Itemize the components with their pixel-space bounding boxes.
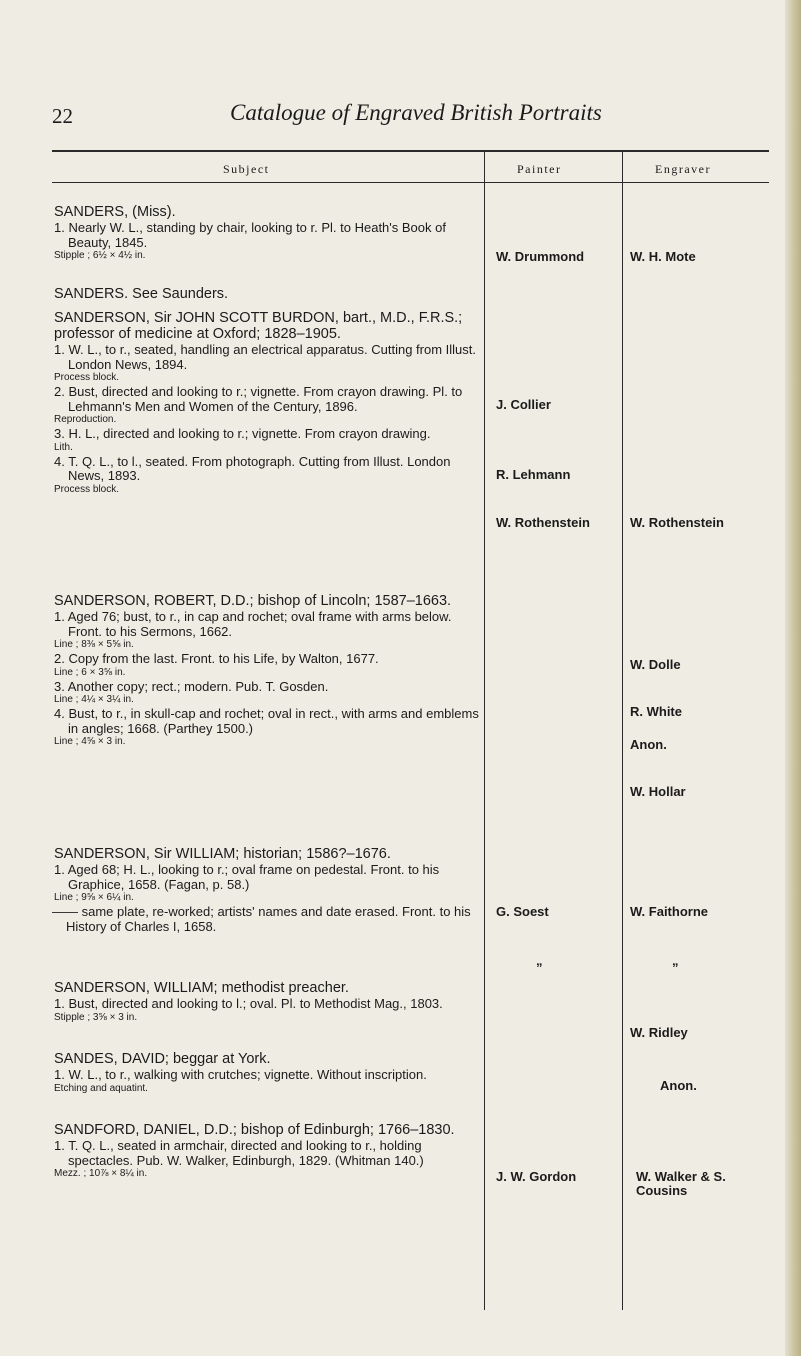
item-technique: Reproduction. bbox=[54, 414, 117, 425]
item-text: 1. W. L., to r., seated, handling an electrical apparatus. Cutting from Illust. London News, 1894. bbox=[54, 342, 476, 372]
item-technique: Line ; 6 × 3⅝ in. bbox=[54, 666, 126, 678]
entry-sanderson-william-methodist bbox=[54, 980, 484, 1024]
item-technique: Lith. bbox=[54, 441, 73, 453]
painter-ditto: „ bbox=[536, 953, 543, 968]
entry-sanderson-william-historian bbox=[54, 846, 484, 934]
page-edge-shadow bbox=[785, 0, 801, 1356]
item-technique: Process block. bbox=[54, 483, 120, 495]
header-top-rule bbox=[52, 150, 769, 152]
item-text: 1. Aged 68; H. L., looking to r.; oval frame on pedestal. Front. to his Graphice, 1658. (Fagan, p. 58.) bbox=[54, 862, 440, 892]
engraver-cell: W. H. Mote bbox=[630, 249, 696, 264]
item-text: 1. W. L., to r., walking with crutches; vignette. Without inscription. bbox=[54, 1067, 427, 1082]
item-technique: Line ; 8⅜ × 5⅝ in. bbox=[54, 639, 134, 650]
painter-cell: J. Collier bbox=[496, 397, 551, 412]
entry-heading: SANDERSON, Sir WILLIAM; historian; 1586?–1676. bbox=[54, 846, 391, 862]
engraver-cell: W. Faithorne bbox=[630, 904, 708, 919]
entry-sanders-miss bbox=[54, 204, 484, 262]
engraver-ditto: „ bbox=[672, 953, 679, 968]
entry-heading: SANDFORD, DANIEL, D.D.; bishop of Edinburgh; 1766–1830. bbox=[54, 1122, 455, 1138]
entry-heading: SANDERS. See Saunders. bbox=[54, 286, 229, 302]
item-text: 3. H. L., directed and looking to r.; vignette. From crayon drawing. bbox=[54, 426, 431, 441]
painter-cell: G. Soest bbox=[496, 904, 549, 919]
entry-sandes-david bbox=[54, 1051, 484, 1095]
item-technique: Process block. bbox=[54, 372, 120, 383]
engraver-cell: W. Rothenstein bbox=[630, 515, 724, 530]
painter-cell: W. Rothenstein bbox=[496, 515, 590, 530]
entry-heading: SANDERSON, ROBERT, D.D.; bishop of Lincoln; 1587–1663. bbox=[54, 593, 452, 609]
item-text: 4. Bust, to r., in skull-cap and rochet; oval in rect., with arms and emblems in angles; 1668. (Parthey 1500.) bbox=[54, 706, 479, 736]
page-number: 22 bbox=[52, 104, 73, 128]
entry-heading: SANDERS, (Miss). bbox=[54, 204, 176, 220]
entry-sanderson-john bbox=[54, 310, 484, 496]
item-text: 1. Nearly W. L., standing by chair, looking to r. Pl. to Heath's Book of Beauty, 1845. bbox=[54, 220, 446, 250]
item-technique: Line ; 9⅝ × 6¼ in. bbox=[54, 892, 134, 903]
entry-heading: SANDERSON, WILLIAM; methodist preacher. bbox=[54, 980, 349, 996]
engraver-cell: W. Ridley bbox=[630, 1025, 688, 1040]
painter-cell: W. Drummond bbox=[496, 249, 585, 264]
engraver-cell: Anon. bbox=[630, 737, 667, 752]
entry-sanders-see bbox=[54, 286, 484, 302]
column-header-engraver: Engraver bbox=[655, 162, 711, 176]
item-technique: Line ; 4¼ × 3¼ in. bbox=[54, 694, 134, 705]
entry-heading: SANDERSON, Sir JOHN SCOTT BURDON, bart., M.D., F.R.S.; professor of medicine at Oxford; 1828–1905. bbox=[54, 310, 463, 342]
running-head: Catalogue of Engraved British Portraits bbox=[230, 100, 602, 125]
item-technique: Line ; 4⅝ × 3 in. bbox=[54, 736, 126, 747]
entry-sanderson-robert bbox=[54, 593, 484, 748]
engraver-cell: W. Walker & S. Cousins bbox=[636, 1169, 726, 1198]
item-text: 2. Bust, directed and looking to r.; vignette. From crayon drawing. Pl. to Lehmann's Men and Women of the Century, 1896. bbox=[54, 384, 463, 414]
engraver-cell: W. Hollar bbox=[630, 784, 686, 799]
painter-cell: R. Lehmann bbox=[496, 467, 571, 482]
engraver-cell: Anon. bbox=[660, 1078, 697, 1093]
item-text: 1. T. Q. L., seated in armchair, directed and looking to r., holding spectacles. Pub. W. Walker, Edinburgh, 1829. (Whitman 140.) bbox=[54, 1138, 424, 1168]
item-technique: Stipple ; 6½ × 4½ in. bbox=[54, 250, 146, 261]
item-text: 1. Aged 76; bust, to r., in cap and rochet; oval frame with arms below. Front. to his Sermons, 1662. bbox=[54, 609, 452, 639]
item-text: 1. Bust, directed and looking to l.; oval. Pl. to Methodist Mag., 1803. bbox=[54, 996, 443, 1011]
item-text: 2. Copy from the last. Front. to his Life, by Walton, 1677. bbox=[54, 651, 379, 666]
painter-cell: J. W. Gordon bbox=[496, 1169, 577, 1184]
column-header-subject: Subject bbox=[223, 162, 270, 176]
column-divider-2 bbox=[622, 150, 623, 1310]
item-technique: Mezz. ; 10⅞ × 8¼ in. bbox=[54, 1168, 148, 1179]
column-header-painter: Painter bbox=[517, 162, 562, 176]
engraver-cell: W. Dolle bbox=[630, 657, 681, 672]
entry-heading: SANDES, DAVID; beggar at York. bbox=[54, 1051, 271, 1067]
item-text: 4. T. Q. L., to l., seated. From photograph. Cutting from Illust. London News, 1893. bbox=[54, 453, 451, 483]
item-technique: Stipple ; 3⅝ × 3 in. bbox=[54, 1011, 138, 1023]
column-divider-1 bbox=[484, 150, 485, 1310]
item-technique: Etching and aquatint. bbox=[54, 1082, 148, 1094]
item-text: —— same plate, re-worked; artists' names and date erased. Front. to his History of Charles I, 1658. bbox=[52, 904, 471, 934]
engraver-cell: R. White bbox=[630, 704, 682, 719]
entry-sandford-daniel bbox=[54, 1122, 484, 1180]
item-text: 3. Another copy; rect.; modern. Pub. T. Gosden. bbox=[54, 678, 329, 694]
header-bottom-rule bbox=[52, 182, 769, 183]
